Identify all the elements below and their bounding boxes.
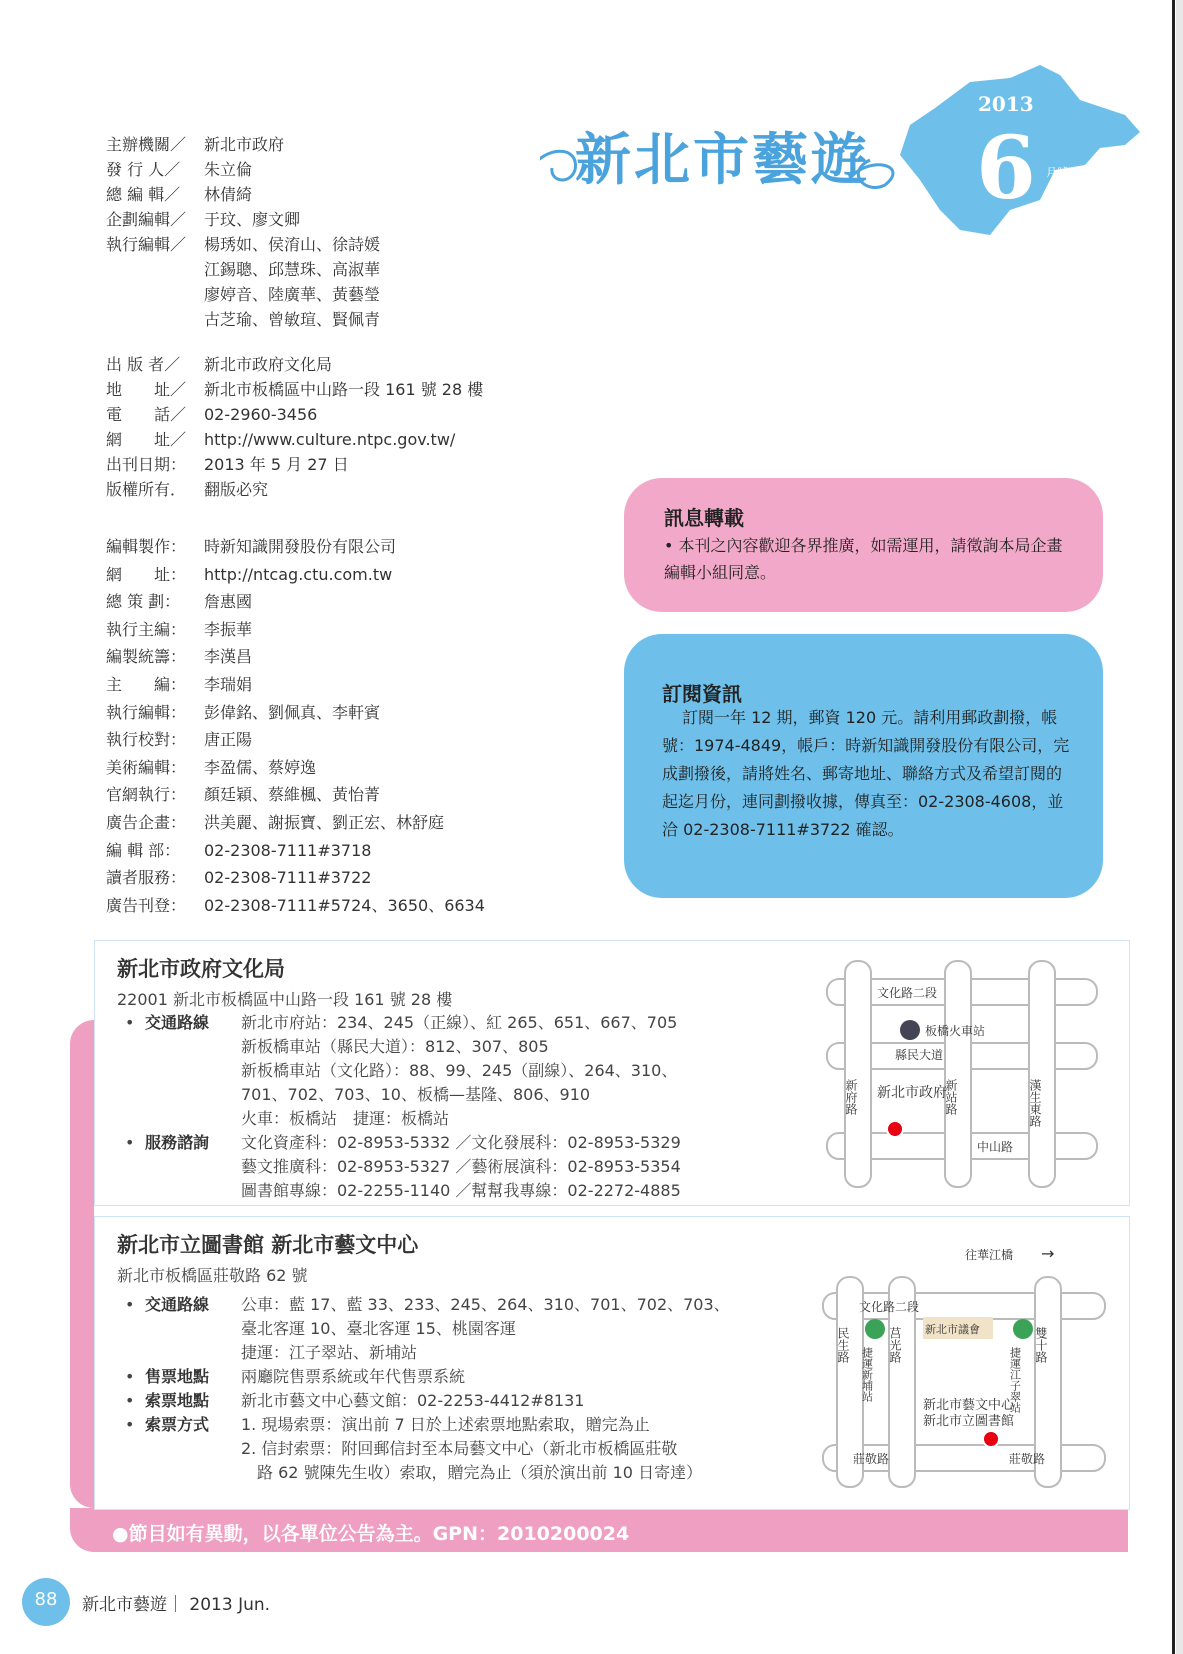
map-label-road-right: 雙十路 — [1034, 1327, 1048, 1363]
credit-row — [106, 561, 606, 589]
info-line: 新板橋車站（縣民大道）：812、307、805 — [241, 1037, 549, 1056]
credit-value: 新北市政府 — [204, 135, 285, 154]
credit-value: 02-2308-7111#3718 — [204, 840, 372, 860]
credit-row — [106, 352, 606, 377]
issue-year: 2013 — [978, 92, 1034, 116]
credit-row — [106, 809, 606, 837]
info-line: 臺北客運 10、臺北客運 15、桃園客運 — [241, 1319, 516, 1338]
map-label-road-left: 民生路 — [836, 1327, 850, 1363]
map-label-mrt-right: 捷運江子翠站 — [1008, 1347, 1022, 1413]
map-label-road-left: 新府路 — [844, 1079, 858, 1115]
info-row-transport — [125, 1293, 730, 1365]
info-row-transport — [125, 1011, 681, 1131]
production-credits-block — [106, 533, 606, 919]
credit-label: 總 編 輯／ — [106, 185, 181, 204]
info-line: 新北市府站：234、245（正線）、紅 265、651、667、705 — [241, 1013, 678, 1032]
credit-label: 編輯製作： — [106, 537, 187, 556]
map-label-landmark: 新北市政府 — [877, 1085, 947, 1101]
arrow-right-icon: → — [1041, 1244, 1055, 1263]
credit-value: 李瑞娟 — [204, 674, 253, 694]
credit-row — [106, 892, 606, 920]
venue2-location-map — [813, 1227, 1113, 1497]
location-pin-icon — [887, 1121, 903, 1137]
credit-value: 廖婷音、陸廣華、黃藝瑩 — [204, 285, 381, 304]
credit-row — [106, 781, 606, 809]
footer-text: 新北市藝遊｜ 2013 Jun. — [82, 1595, 271, 1615]
credit-value: 時新知識開發股份有限公司 — [204, 537, 397, 556]
repost-text: • 本刊之內容歡迎各界推廣，如需運用，請徵詢本局企畫編輯小組同意。 — [664, 536, 1063, 582]
info-line: 捷運：江子翠站、新埔站 — [241, 1343, 418, 1362]
info-row-ticket-method — [125, 1413, 730, 1485]
credit-label: 出 版 者／ — [106, 355, 181, 374]
section-pink-border — [70, 1020, 94, 1508]
subscribe-info-box — [624, 634, 1103, 898]
credit-value: 02-2960-3456 — [204, 405, 318, 424]
repost-info-box — [624, 478, 1103, 612]
credit-label: 總 策 劃： — [106, 592, 181, 612]
train-station-icon — [900, 1020, 920, 1040]
credit-label: 執行編輯： — [106, 702, 187, 722]
map-label-road-top: 文化路二段 — [877, 986, 938, 1000]
subscribe-text: 訂閱一年 12 期，郵資 120 元。請利用郵政劃撥，帳號：1974-4849，帳戶：時新知識開發股份有限公司，完成劃撥後，請將姓名、郵寄地址、聯絡方式及希望訂閱的起迄月份，連同劃撥收據，傳真至：02-2308-4608，並洽 02-2308-7111#3722 確認。 — [662, 708, 1070, 839]
credit-value: 江錫聰、邱慧珠、高淑華 — [204, 260, 381, 279]
credit-row — [106, 588, 606, 616]
mrt-station-icon — [865, 1319, 885, 1339]
credit-label: 企劃編輯／ — [106, 210, 187, 229]
credit-value: 于玟、廖文卿 — [204, 210, 301, 229]
website-link[interactable]: http://ntcag.ctu.com.tw — [204, 564, 393, 584]
credit-value: 新北市板橋區中山路一段 161 號 28 樓 — [204, 380, 484, 399]
credit-row — [106, 864, 606, 892]
info-line: 新北市藝文中心藝文館：02-2253-4412#8131 — [241, 1391, 585, 1410]
credit-row — [106, 157, 606, 182]
credit-value: 2013 年 5 月 27 日 — [204, 455, 349, 474]
credit-row — [106, 402, 606, 427]
credit-row — [106, 726, 606, 754]
map-label-road-top: 文化路二段 — [859, 1300, 920, 1314]
venue-library-arts-center — [94, 1216, 1130, 1510]
info-line: 2. 信封索票：附回郵信封至本局藝文中心（新北市板橋區莊敬 — [241, 1439, 678, 1458]
credit-value: 林倩綺 — [204, 185, 253, 204]
credit-row — [106, 699, 606, 727]
credit-row — [106, 232, 606, 257]
credit-value: 02-2308-7111#3722 — [204, 868, 372, 888]
notice-text: ●節目如有異動，以各單位公告為主。GPN：2010200024 — [112, 1523, 630, 1545]
credit-value: 古芝瑜、曾敏瑄、賢佩青 — [204, 310, 381, 329]
credit-label: 廣告企畫： — [106, 812, 187, 832]
credit-value: 詹惠國 — [204, 592, 253, 612]
credit-label: 網 址： — [106, 564, 187, 584]
info-key: 交通路線 — [145, 1013, 210, 1032]
map-label-road-right: 漢生東路 — [1028, 1079, 1042, 1127]
credit-value: 唐正陽 — [204, 730, 253, 750]
credit-value: 楊琇如、侯淯山、徐詩媛 — [204, 235, 381, 254]
website-link[interactable]: http://www.culture.ntpc.gov.tw/ — [204, 430, 456, 449]
info-line: 1. 現場索票：演出前 7 日於上述索票地點索取，贈完為止 — [241, 1415, 650, 1434]
credit-value: 翻版必究 — [204, 480, 269, 499]
info-line: 路 62 號陳先生收）索取，贈完為止（須於演出前 10 日寄達） — [241, 1463, 703, 1482]
venue-culture-bureau — [94, 940, 1130, 1206]
info-key: 服務諮詢 — [145, 1133, 210, 1152]
credit-value: 洪美麗、謝振寶、劉正宏、林舒庭 — [204, 812, 445, 832]
credit-label: 美術編輯： — [106, 757, 187, 777]
credit-label: 編 輯 部： — [106, 840, 181, 860]
map-label-station: 板橋火車站 — [925, 1024, 986, 1038]
credit-label: 電 話／ — [106, 405, 187, 424]
credit-label: 官網執行： — [106, 785, 187, 805]
location-pin-icon — [983, 1431, 999, 1447]
info-key: 交通路線 — [145, 1295, 210, 1314]
credit-row — [106, 754, 606, 782]
map-label-mrt-left: 捷運新埔站 — [860, 1347, 874, 1402]
credit-value: 新北市政府文化局 — [204, 355, 333, 374]
credit-row — [106, 182, 606, 207]
credit-label: 執行主編： — [106, 619, 187, 639]
credit-row — [106, 282, 606, 307]
credit-row — [106, 837, 606, 865]
info-line: 新板橋車站（文化路）：88、99、245（副線）、264、310、 — [241, 1061, 678, 1080]
credit-value: 朱立倫 — [204, 160, 253, 179]
credit-label: 版權所有． — [106, 480, 187, 499]
bullet-icon: • — [125, 1367, 135, 1386]
page-edge-rule — [1172, 0, 1175, 1654]
info-row-service — [125, 1131, 681, 1203]
venue-info-rows — [125, 1011, 681, 1203]
credit-row — [106, 452, 606, 477]
venue-info-rows — [125, 1293, 730, 1485]
venue-name: 新北市政府文化局 — [117, 957, 285, 981]
map-road-xinfu — [845, 961, 871, 1187]
venue-address: 22001 新北市板橋區中山路一段 161 號 28 樓 — [117, 990, 453, 1009]
map-label-road-bottom-right: 莊敬路 — [1009, 1452, 1046, 1466]
issue-month: 6 — [976, 118, 1036, 219]
credit-value: 李盈儒、蔡婷逸 — [204, 757, 317, 777]
map-label-road-bottom: 中山路 — [977, 1140, 1014, 1154]
map-road-hansheng — [1029, 961, 1055, 1187]
info-row-ticket-pickup — [125, 1389, 730, 1413]
subscribe-title: 訂閱資訊 — [662, 682, 742, 706]
map-label-council: 新北市議會 — [925, 1323, 980, 1336]
info-key: 索票方式 — [145, 1415, 210, 1434]
credit-row — [106, 477, 606, 502]
issue-month-label: 月號 — [1046, 166, 1068, 179]
map-road-xinzhan — [945, 961, 971, 1187]
page-number: 88 — [34, 1589, 58, 1610]
venue1-location-map — [817, 951, 1107, 1197]
map-label-road-bottom-left: 莊敬路 — [853, 1452, 890, 1466]
map-label-landmark1: 新北市藝文中心 — [923, 1398, 1015, 1413]
credit-label: 發 行 人／ — [106, 160, 181, 179]
credit-label: 主辦機關／ — [106, 135, 187, 154]
credit-row — [106, 257, 606, 282]
credit-value: 02-2308-7111#5724、3650、6634 — [204, 895, 485, 915]
info-line: 文化資產科：02-8953-5332 ／文化發展科：02-8953-5329 — [241, 1133, 681, 1152]
info-row-ticket-sales — [125, 1365, 730, 1389]
bullet-icon: • — [125, 1391, 135, 1410]
credit-row — [106, 132, 606, 157]
map-label-road-center: 莒光路 — [888, 1327, 902, 1363]
bullet-icon: • — [125, 1415, 135, 1434]
info-line: 火車：板橋站 捷運：板橋站 — [241, 1109, 450, 1128]
info-key: 索票地點 — [145, 1391, 210, 1410]
map-label-landmark2: 新北市立圖書館 — [923, 1414, 1015, 1429]
info-line: 兩廳院售票系統或年代售票系統 — [241, 1367, 466, 1386]
repost-title: 訊息轉載 — [664, 506, 744, 530]
credit-label: 執行編輯／ — [106, 235, 187, 254]
credit-value: 顏廷穎、蔡維楓、黃怡菁 — [204, 785, 381, 805]
credit-label: 讀者服務： — [106, 868, 187, 888]
mrt-station-icon — [1013, 1319, 1033, 1339]
credit-row — [106, 533, 606, 561]
info-line: 圖書館專線：02-2255-1140 ／幫幫我專線：02-2272-4885 — [241, 1181, 681, 1200]
credit-label: 網 址／ — [106, 430, 187, 449]
notice-bar — [70, 1508, 1128, 1552]
credit-label: 地 址／ — [106, 380, 187, 399]
credit-row — [106, 377, 606, 402]
credit-row — [106, 616, 606, 644]
credit-label: 編製統籌： — [106, 647, 187, 667]
credit-row — [106, 207, 606, 232]
credit-label: 執行校對： — [106, 730, 187, 750]
credit-row — [106, 307, 606, 332]
map-label-road-center: 新站路 — [944, 1079, 958, 1115]
bullet-icon: • — [125, 1013, 135, 1032]
bullet-icon: • — [125, 1133, 135, 1152]
info-line: 藝文推廣科：02-8953-5327 ／藝術展演科：02-8953-5354 — [241, 1157, 681, 1176]
credit-row — [106, 671, 606, 699]
credit-value: 李振華 — [204, 619, 253, 639]
map-label-direction: 往華江橋 — [965, 1248, 1014, 1262]
map-label-road-mid: 縣民大道 — [895, 1048, 944, 1062]
credit-row — [106, 427, 606, 452]
masthead-title: 新北市藝遊 — [575, 127, 870, 193]
credits-block — [106, 132, 606, 502]
credit-label: 廣告刊登： — [106, 895, 187, 915]
credit-value: 彭偉銘、劉佩真、李軒賓 — [204, 702, 381, 722]
credit-value: 李漢昌 — [204, 647, 253, 667]
page-edge-shade — [1176, 0, 1183, 1654]
credit-row — [106, 643, 606, 671]
credit-label: 出刊日期： — [106, 455, 187, 474]
info-line: 公車：藍 17、藍 33、233、245、264、310、701、702、703、 — [241, 1295, 730, 1314]
venue-name: 新北市立圖書館 新北市藝文中心 — [117, 1233, 419, 1257]
venue-address: 新北市板橋區莊敬路 62 號 — [117, 1266, 308, 1285]
info-line: 701、702、703、10、板橋—基隆、806、910 — [241, 1085, 591, 1104]
info-key: 售票地點 — [145, 1367, 210, 1386]
bullet-icon: • — [125, 1295, 135, 1314]
credit-label: 主 編： — [106, 674, 187, 694]
